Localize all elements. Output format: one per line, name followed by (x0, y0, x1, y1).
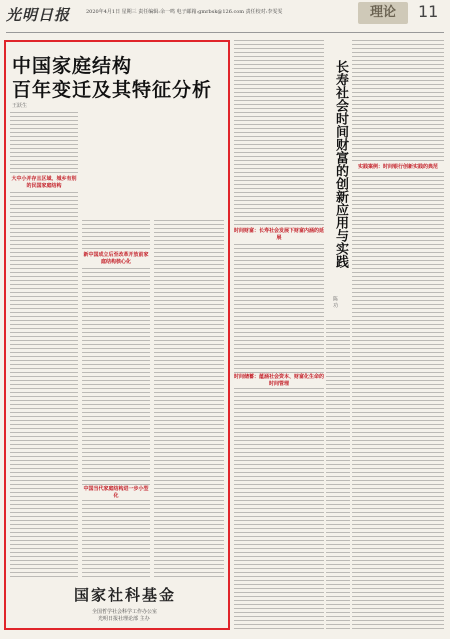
right-subhead-3: 实践案例：时间银行创新实践的典范 (352, 164, 444, 171)
masthead-rule (6, 32, 444, 33)
right-article-byline: 陈 功 (332, 296, 338, 308)
text-lines (326, 320, 350, 630)
subhead-1: 大中小并存且区域、城乡有别的民国家庭结构 (11, 176, 77, 189)
title-line-2: 百年变迁及其特征分析 (12, 79, 213, 101)
subhead-3: 中国当代家庭结构进一步小型化 (83, 486, 149, 499)
section-tag: 理论 (358, 2, 408, 24)
left-article-byline: 王跃生 (12, 103, 28, 109)
newspaper-logo: 光明日报 (6, 6, 71, 24)
right-col-1 (234, 40, 324, 630)
fund-sub: 光明日报社理论部 主办 (98, 616, 150, 622)
text-lines (234, 40, 324, 630)
right-col-2 (352, 40, 444, 630)
left-col-2 (82, 220, 150, 580)
text-lines (352, 40, 444, 630)
right-col-narrow (326, 320, 350, 630)
text-lines (82, 220, 150, 580)
masthead (0, 0, 450, 34)
right-article-title[interactable]: 长寿社会时间财富的创新应用与实践 (333, 60, 348, 268)
fund-notice (10, 584, 226, 624)
title-line-1: 中国家庭结构 (12, 55, 133, 77)
fund-name: 国家社科基金 (74, 586, 177, 604)
left-col-1 (10, 112, 78, 580)
right-subhead-2: 时间储蓄：蕴涵社会资本、财富化生命的时间管理 (234, 374, 324, 387)
page-number: 11 (418, 2, 439, 21)
subhead-2: 新中国成立后至改革开放前家庭结构核心化 (83, 252, 149, 265)
left-article-title[interactable] (12, 54, 212, 102)
text-lines (154, 220, 224, 580)
right-subhead-1: 时间财富：长寿社会发展下财富内涵的延展 (234, 228, 324, 241)
masthead-info: 2020年4月1日 星期三 责任编辑:余一鸣 电子邮箱:gmrbsk@126.com 责任校对:李雯雯 (86, 9, 283, 15)
left-col-3 (154, 220, 224, 580)
fund-org: 全国哲学社会科学工作办公室 (92, 609, 158, 615)
